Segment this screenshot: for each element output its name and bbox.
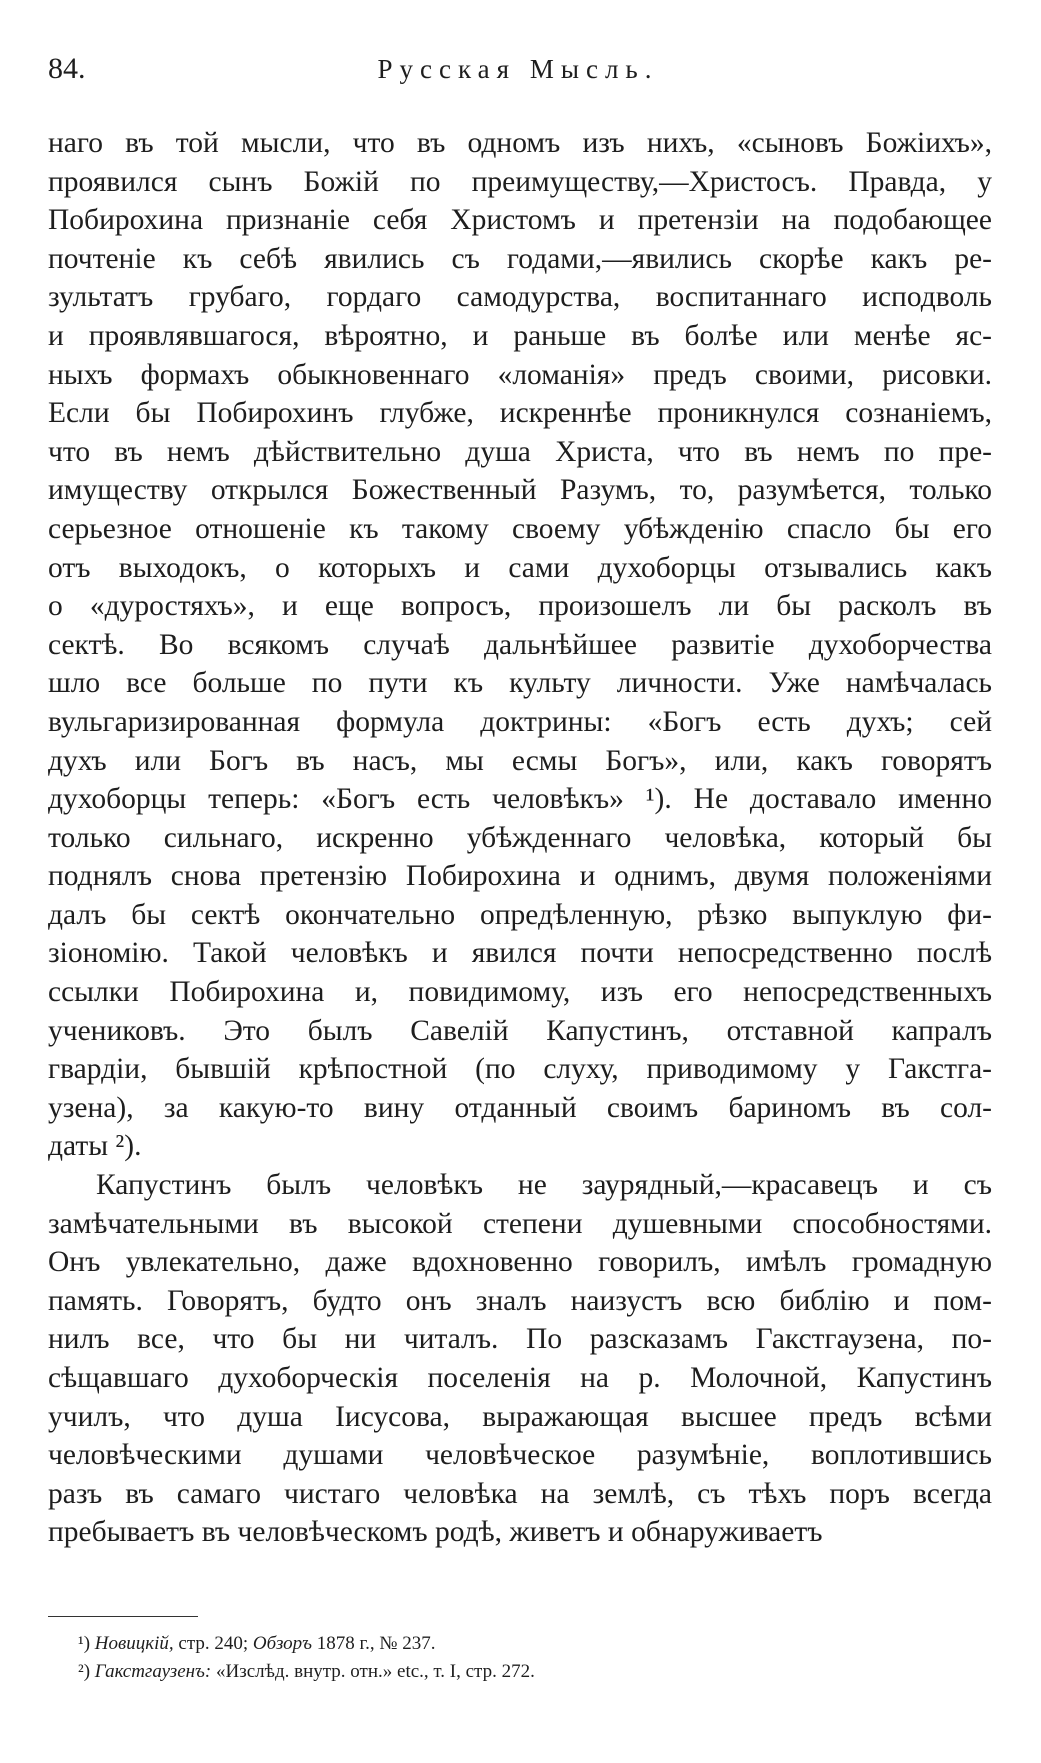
text-line: сѣщавшаго духоборческія поселенія на р. Молочной, Капустинъ [48,1362,992,1394]
text-line: сектѣ. Во всякомъ случаѣ дальнѣйшее развитіе духоборчества [48,628,992,661]
text-line: проявился сынъ Божій по преимуществу,—Христосъ. Правда, у [48,165,992,198]
text-line: о «дуростяхъ», и еще вопросъ, произошелъ ли бы расколъ въ [48,590,992,623]
running-title: Русская Мысль. [377,54,659,84]
text-line: почтеніе къ себѣ явились съ годами,—явились скорѣе какъ ре- [48,242,992,275]
footnotes [78,1630,535,1686]
footnote-text: стр. 240; [173,1633,253,1654]
page-header [48,52,988,92]
text-line: и проявлявшагося, вѣроятно, и раньше въ болѣе или менѣе яс- [48,319,992,352]
text-line: замѣчательными въ высокой степени душевными способностями. [48,1207,992,1240]
text-line: что въ немъ дѣйствительно душа Христа, что въ немъ по пре- [48,435,992,468]
footnote-marker: ²) [78,1661,91,1682]
text-line: Если бы Побирохинъ глубже, искреннѣе проникнулся сознаніемъ, [48,397,992,430]
footnote-divider [48,1616,198,1617]
text-line: память. Говорятъ, будто онъ зналъ наизустъ всю библію и пом- [48,1284,992,1317]
footnote-1 [78,1630,535,1658]
text-line: наго въ той мысли, что въ одномъ изъ нихъ, «сыновъ Божіихъ», [48,127,992,159]
footnote-marker: ¹) [78,1633,91,1654]
text-line: зіономію. Такой человѣкъ и явился почти непосредственно послѣ [48,937,992,970]
footnote-author: Новицкій, [94,1633,174,1654]
text-line: разъ въ самаго чистаго человѣка на землѣ, съ тѣхъ поръ всегда [48,1477,992,1510]
footnote-2 [78,1658,535,1686]
text-line: учениковъ. Это былъ Савелій Капустинъ, отставной капралъ [48,1014,992,1047]
footnote-text: «Изслѣд. внутр. отн.» etc., т. I, стр. 272. [211,1661,535,1682]
text-line: узена), за какую-то вину отданный своимъ бариномъ въ сол- [48,1091,992,1124]
text-line: далъ бы сектѣ окончательно опредѣленную, рѣзко выпуклую фи- [48,898,992,931]
footnote-text: 1878 г., № 237. [311,1633,436,1654]
text-line: Онъ увлекательно, даже вдохновенно говорилъ, имѣлъ громадную [48,1246,992,1279]
text-line: зультатъ грубаго, гордаго самодурства, воспитаннаго исподволь [48,281,992,314]
text-line: гвардіи, бывшій крѣпостной (по слуху, приводимому у Гакстга- [48,1053,992,1086]
text-line: духоборцы теперь: «Богъ есть человѣкъ» ¹). Не доставало именно [48,783,992,816]
body-text [48,124,992,1552]
paragraph [48,124,992,1166]
text-line: Побирохина признаніе себя Христомъ и претензіи на подобающее [48,204,992,237]
text-line: серьезное отношеніе къ такому своему убѣжденію спасло бы его [48,512,992,545]
text-line: нилъ все, что бы ни читалъ. По разсказамъ Гакстгаузена, по- [48,1323,992,1356]
text-line: ссылки Побирохина и, повидимому, изъ его непосредственныхъ [48,976,992,1009]
page-number: 84. [48,52,86,85]
text-line: даты ²). [48,1130,142,1163]
text-line: отъ выходокъ, о которыхъ и сами духоборцы отзывались какъ [48,551,992,584]
footnote-work: Обзоръ [252,1633,312,1654]
text-line: Капустинъ былъ человѣкъ не заурядный,—красавецъ и съ [96,1169,992,1202]
text-line: только сильнаго, искренно убѣжденнаго человѣка, который бы [48,821,992,854]
text-line: училъ, что душа Іисусова, выражающая высшее предъ всѣми [48,1400,992,1433]
text-line: духъ или Богъ въ насъ, мы есмы Богъ», или, какъ говорятъ [48,744,992,777]
paragraph [48,1166,992,1552]
text-line: пребываетъ въ человѣческомъ родѣ, живетъ и обнаруживаетъ [48,1516,823,1549]
text-line: человѣческими душами человѣческое разумѣніе, воплотившись [48,1439,992,1472]
text-line: имуществу открылся Божественный Разумъ, то, разумѣется, только [48,474,992,507]
text-line: ныхъ формахъ обыкновеннаго «ломанія» предъ своими, рисовки. [48,358,992,391]
text-line: шло все больше по пути къ культу личности. Уже намѣчалась [48,667,992,700]
footnote-author: Гакстгаузенъ: [94,1661,212,1682]
text-line: вульгаризированная формула доктрины: «Богъ есть духъ; сей [48,705,992,738]
text-line: поднялъ снова претензію Побирохина и однимъ, двумя положеніями [48,860,992,893]
